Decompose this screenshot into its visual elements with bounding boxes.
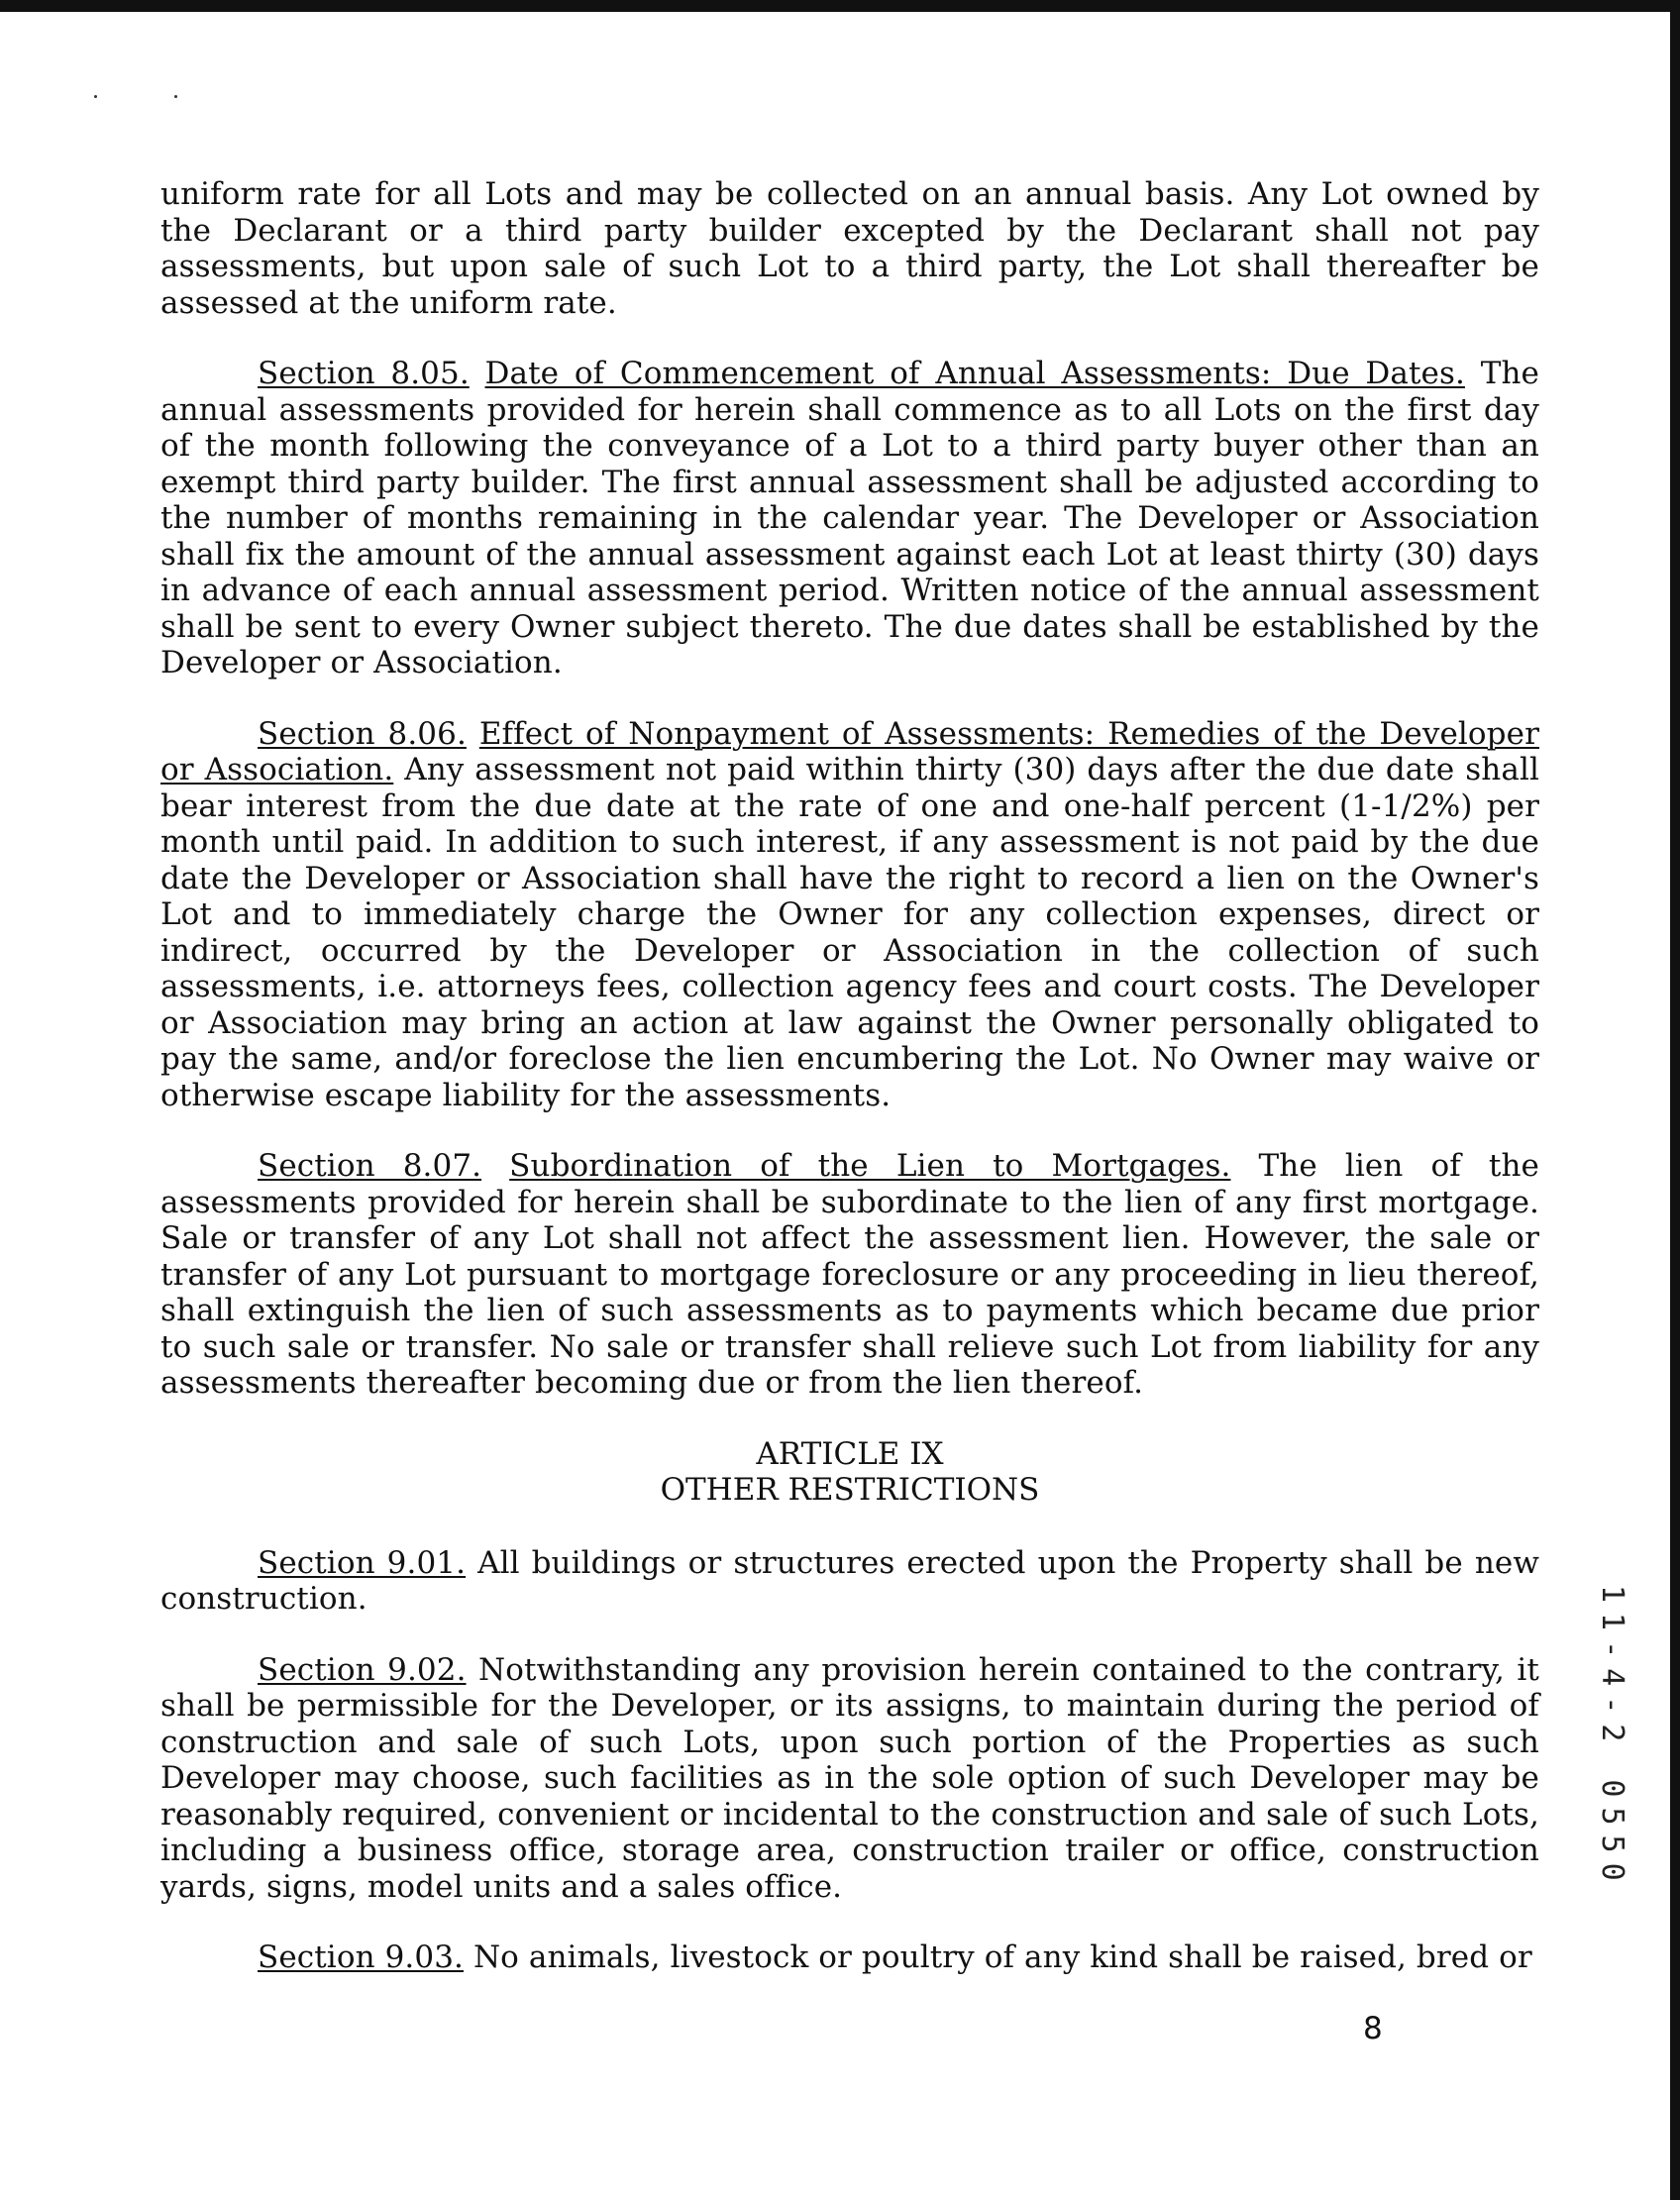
section-text: Notwithstanding any provision herein contained to the contrary, it shall be permissible for the Developer, or its assigns, to maintain during the period of construction and sale of such Lots, upon such portion of the Properties as such Developer may choose, such facilities as in the sole option of such Developer may be reasonably required, convenient or incidental to the construction and sale of such Lots, including a business office, storage area, construction trailer or office, construction yards, signs, model units and a sales office.	[160, 1651, 1539, 1905]
section-9-02	[160, 1652, 1539, 1906]
section-text: Any assessment not paid within thirty (30) days after the due date shall bear interest from the due date at the rate of one and one-half percent (1-1/2%) per month until paid. In addition to such interest, if any assessment is not paid by the due date the Developer or Association shall have the right to record a lien on the Owner's Lot and to immediately charge the Owner for any collection expenses, direct or indirect, occurred by the Developer or Association in the collection of such assessments, i.e. attorneys fees, collection agency fees and court costs. The Developer or Association may bring an action at law against the Owner personally obligated to pay the same, and/or foreclose the lien encumbering the Lot. No Owner may waive or otherwise escape liability for the assessments.	[160, 752, 1539, 1113]
section-label: Section 9.03.	[258, 1939, 464, 1975]
document-body	[160, 176, 1539, 2011]
section-label: Section 9.02.	[258, 1651, 467, 1688]
section-8-07	[160, 1148, 1539, 1402]
section-heading: Date of Commencement of Annual Assessments: Due Dates.	[484, 356, 1465, 391]
paragraph-continuation: uniform rate for all Lots and may be collected on an annual basis. Any Lot owned by the Declarant or a third party builder excepted by the Declarant shall not pay assessments, but upon sale of such Lot to a third party, the Lot shall thereafter be assessed at the uniform rate.	[160, 176, 1539, 321]
section-label: Section 8.07.	[258, 1148, 482, 1184]
section-8-06	[160, 716, 1539, 1114]
side-stamp: 11-4-2 0550	[1595, 1585, 1629, 1891]
scan-border-right	[1670, 0, 1680, 2200]
scan-border-top	[0, 0, 1680, 12]
section-heading: Subordination of the Lien to Mortgages.	[509, 1148, 1231, 1184]
article-heading	[160, 1436, 1539, 1508]
section-text: All buildings or structures erected upon the Property shall be new construction.	[160, 1544, 1539, 1617]
section-text: No animals, livestock or poultry of any kind shall be raised, bred or	[472, 1939, 1532, 1975]
section-label: Section 8.06.	[258, 715, 467, 752]
section-9-03	[160, 1939, 1539, 1976]
section-text: The lien of the assessments provided for herein shall be subordinate to the lien of any first mortgage. Sale or transfer of any Lot shall not affect the assessment lien. However, the sale or transfer of any Lot pursuant to mortgage foreclosure or any proceeding in lieu thereof, shall extinguish the lien of such assessments as to payments which became due prior to such sale or transfer. No sale or transfer shall relieve such Lot from liability for any assessments thereafter becoming due or from the lien thereof.	[160, 1148, 1539, 1401]
section-label: Section 8.05.	[258, 356, 470, 391]
section-9-01	[160, 1545, 1539, 1618]
page-number: 8	[1363, 2011, 1383, 2046]
scan-speck	[94, 95, 97, 98]
section-heading: Effect of Nonpayment of Assessments: Remedies of the Developer or Association.	[160, 715, 1539, 787]
section-8-05	[160, 356, 1539, 681]
article-title: OTHER RESTRICTIONS	[660, 1471, 1040, 1508]
section-label: Section 9.01.	[258, 1544, 467, 1581]
article-number: ARTICLE IX	[756, 1435, 944, 1472]
section-text: The annual assessments provided for herein shall commence as to all Lots on the first day of the month following the conveyance of a Lot to a third party buyer other than an exempt third party builder. The first annual assessment shall be adjusted according to the number of months remaining in the calendar year. The Developer or Association shall fix the amount of the annual assessment against each Lot at least thirty (30) days in advance of each annual assessment period. Written notice of the annual assessment shall be sent to every Owner subject thereto. The due dates shall be established by the Developer or Association.	[160, 356, 1539, 681]
scan-speck	[174, 95, 177, 98]
